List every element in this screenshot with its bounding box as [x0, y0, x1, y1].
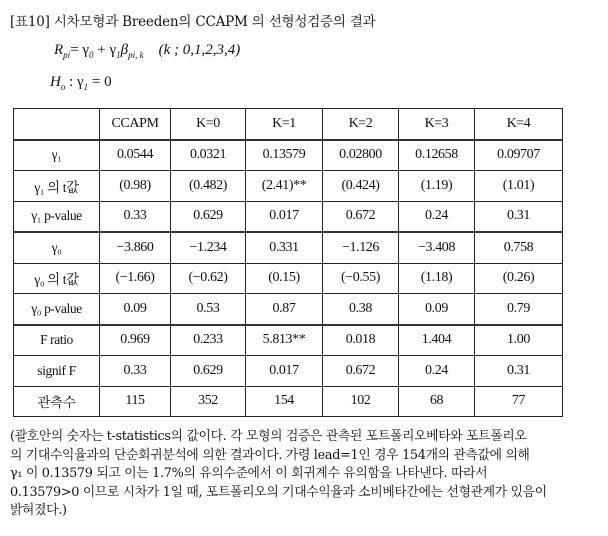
header-cell: CCAPM [100, 109, 171, 140]
table-cell: 0.24 [399, 356, 475, 387]
table-cell: 0.31 [475, 201, 563, 232]
table-cell: (0.482) [171, 171, 246, 202]
table-cell: 68 [399, 386, 475, 417]
table-cell: 352 [171, 386, 246, 417]
row-label: γ₁ p-value [14, 201, 100, 232]
row-label: γ₁ 의 t값 [14, 171, 100, 202]
table-cell: 0.79 [475, 294, 563, 325]
table-cell: 0.12658 [399, 140, 475, 171]
table-cell: 0.629 [171, 201, 246, 232]
table-cell: 0.31 [475, 356, 563, 387]
table-row [14, 294, 563, 325]
table-footnote [10, 428, 602, 521]
table-cell: 0.33 [100, 201, 171, 232]
table-cell: −3.408 [399, 232, 475, 263]
header-cell: K=3 [399, 109, 475, 140]
table-row [14, 263, 563, 294]
table-cell: 115 [100, 386, 171, 417]
table-cell: 1.404 [399, 325, 475, 356]
row-label: F ratio [14, 325, 100, 356]
table-row [14, 171, 563, 202]
table-cell: (0.26) [475, 263, 563, 294]
table-cell: 0.13579 [246, 140, 323, 171]
row-label: γ₀ p-value [14, 294, 100, 325]
footnote-line: 의 기대수익율과의 단순회귀분석에 의한 결과이다. 가령 lead=1인 경우 154개의 관측값에 의해 [10, 447, 530, 463]
results-table [13, 108, 563, 417]
table-cell: 0.02800 [323, 140, 399, 171]
table-cell: (0.98) [100, 171, 171, 202]
table-row [14, 232, 563, 263]
table-cell: 0.09 [100, 294, 171, 325]
table-header-row [14, 109, 563, 140]
table-cell: 0.017 [246, 201, 323, 232]
table-cell: 0.629 [171, 356, 246, 387]
table-cell: 102 [323, 386, 399, 417]
table-row [14, 201, 563, 232]
header-cell: K=4 [475, 109, 563, 140]
eq-lhs: R [54, 42, 64, 58]
k-spec: (k ; 0,1,2,3,4) [158, 42, 241, 58]
table-cell: (−0.62) [171, 263, 246, 294]
header-cell: K=0 [171, 109, 246, 140]
table-cell: 0.233 [171, 325, 246, 356]
table-cell: 0.0544 [100, 140, 171, 171]
table-cell: (−0.55) [323, 263, 399, 294]
table-cell: −1.126 [323, 232, 399, 263]
table-cell: (1.18) [399, 263, 475, 294]
table-cell: −1.234 [171, 232, 246, 263]
table-cell: 77 [475, 386, 563, 417]
table-row [14, 356, 563, 387]
table-cell: 0.33 [100, 356, 171, 387]
table-cell: (−1.66) [100, 263, 171, 294]
table-cell: 0.09 [399, 294, 475, 325]
table-row [14, 386, 563, 417]
table-cell: (0.424) [323, 171, 399, 202]
table-cell: 0.017 [246, 356, 323, 387]
table-row [14, 325, 563, 356]
header-cell [14, 109, 100, 140]
table-cell: 5.813** [246, 325, 323, 356]
table-cell: 0.758 [475, 232, 563, 263]
row-label: signif F [14, 356, 100, 387]
table-cell: 0.969 [100, 325, 171, 356]
table-cell: 0.672 [323, 201, 399, 232]
footnote-line: 0.13579>0 이므로 시차가 1일 때, 포트폴리오의 기대수익율과 소비베타간에는 선형관계가 있음이 [10, 484, 547, 500]
table-cell: (0.15) [246, 263, 323, 294]
null-hypothesis: $H_o$ : $\gamma_1 = 0$ [50, 74, 112, 92]
table-cell: 154 [246, 386, 323, 417]
row-label: γ₁ [14, 140, 100, 171]
header-cell: K=1 [246, 109, 323, 140]
footnote-line: (괄호안의 숫자는 t-statistics의 값이다. 각 모형의 검증은 관측된 포트폴리오베타와 포트폴리오 [10, 429, 527, 444]
footnote-line: 밝혀졌다.) [10, 503, 67, 518]
table-cell: 1.00 [475, 325, 563, 356]
table-cell: 0.672 [323, 356, 399, 387]
model-equation: $R_{pi}= \gamma_0 + \gamma_1\beta_{pi, k}$ (k ; 0,1,2,3,4) [54, 42, 241, 60]
row-label: 관측수 [14, 386, 100, 417]
table-cell: −3.860 [100, 232, 171, 263]
table-cell: 0.09707 [475, 140, 563, 171]
table-cell: (2.41)** [246, 171, 323, 202]
table-cell: 0.018 [323, 325, 399, 356]
row-label: γ₀ 의 t값 [14, 263, 100, 294]
table-cell: 0.24 [399, 201, 475, 232]
row-label: γ₀ [14, 232, 100, 263]
header-cell: K=2 [323, 109, 399, 140]
footnote-line: γ₁ 이 0.13579 되고 이는 1.7%의 유의수준에서 이 회귀계수 유의함을 나타낸다. 따라서 [10, 466, 488, 481]
table-row [14, 140, 563, 171]
table-cell: 0.38 [323, 294, 399, 325]
table-cell: 0.0321 [171, 140, 246, 171]
table-cell: 0.53 [171, 294, 246, 325]
table-cell: 0.87 [246, 294, 323, 325]
table-cell: (1.19) [399, 171, 475, 202]
table-caption: [표10] 시차모형과 Breeden의 CCAPM 의 선형성검증의 결과 [10, 14, 376, 30]
table-cell: (1.01) [475, 171, 563, 202]
table-cell: 0.331 [246, 232, 323, 263]
